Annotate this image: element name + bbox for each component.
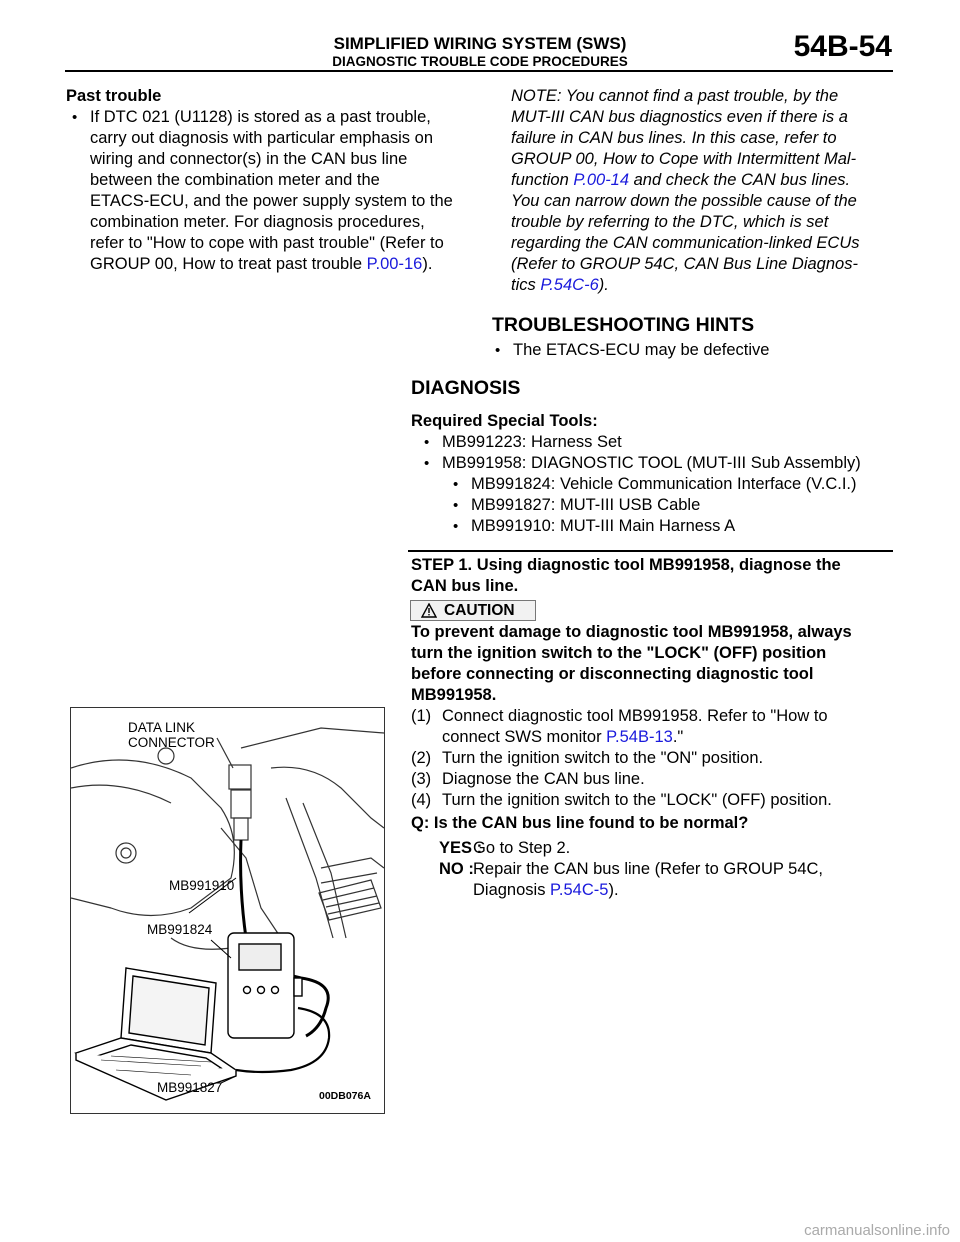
no-text: Repair the CAN bus line (Refer to GROUP 54C, (473, 860, 824, 878)
procedure-step-3 (411, 769, 901, 790)
past-trouble-bullet (68, 107, 476, 275)
past-trouble-line: between the combination meter and the (90, 171, 380, 189)
section-subtitle: DIAGNOSTIC TROUBLE CODE PROCEDURES (332, 54, 628, 69)
past-trouble-line (90, 254, 476, 275)
note-line: NOTE: You cannot find a past trouble, by the (511, 87, 839, 105)
text: connect SWS monitor (442, 728, 607, 746)
step-number: (4) (411, 791, 432, 809)
tool-item: • MB991958: DIAGNOSTIC TOOL (MUT-III Sub Assembly) (420, 453, 901, 474)
warning-icon (421, 603, 437, 623)
step-text: Turn the ignition switch to the "LOCK" (OFF) position. (442, 791, 832, 809)
no-key: NO : (439, 860, 474, 878)
diagnostic-tool-figure (70, 707, 385, 1114)
note-line: trouble by referring to the DTC, which is set (511, 213, 829, 231)
text: ). (598, 276, 609, 294)
past-trouble-line: combination meter. For diagnosis procedures, (90, 213, 425, 231)
yes-text: Go to Step 2. (473, 839, 571, 857)
page-number: 54B-54 (793, 30, 892, 63)
page-link-p54c-5[interactable]: P.54C-5 (550, 881, 609, 899)
note-line: (Refer to GROUP 54C, CAN Bus Line Diagnos- (511, 255, 858, 273)
subtool-item: • MB991824: Vehicle Communication Interface (V.C.I.) (449, 474, 901, 495)
step-text (442, 727, 901, 748)
caution-line: before connecting or disconnecting diagnostic tool (411, 665, 814, 683)
figure-code: 00DB076A (319, 1090, 371, 1102)
question: Q: Is the CAN bus line found to be normal? (411, 814, 749, 832)
fig-text: CONNECTOR (128, 735, 215, 750)
answer-yes (411, 838, 901, 859)
hints-item: • The ETACS-ECU may be defective (491, 340, 913, 361)
note-line (511, 170, 901, 191)
step1-title-line: STEP 1. Using diagnostic tool MB991958, diagnose the (411, 556, 841, 574)
text: ." (672, 728, 684, 746)
past-trouble-line: refer to "How to cope with past trouble" (Refer to (90, 234, 444, 252)
text: GROUP 00, How to treat past trouble (90, 255, 367, 273)
label-mb991827: MB991827 (157, 1080, 223, 1095)
answer-no (411, 859, 901, 901)
note-line: You can narrow down the possible cause of the (511, 192, 857, 210)
caution-line: MB991958. (411, 686, 497, 704)
procedure-step-4 (411, 790, 901, 811)
step1-title (411, 555, 901, 597)
note-line (511, 275, 901, 296)
section-title: SIMPLIFIED WIRING SYSTEM (SWS) (333, 34, 627, 53)
caution-line: turn the ignition switch to the "LOCK" (OFF) position (411, 644, 827, 662)
text: tics (511, 276, 541, 294)
hints-heading: TROUBLESHOOTING HINTS (492, 314, 755, 336)
caution-box (410, 600, 536, 621)
step-number: (1) (411, 707, 432, 725)
step-text: Diagnose the CAN bus line. (442, 770, 645, 788)
procedure-step-2 (411, 748, 901, 769)
note-line: MUT-III CAN bus diagnostics even if there is a (511, 108, 848, 126)
label-mb991824: MB991824 (147, 922, 213, 937)
text: Diagnosis (473, 881, 551, 899)
caution-text (411, 622, 901, 706)
tool-item: • MB991223: Harness Set (420, 432, 901, 453)
diagnosis-heading: DIAGNOSIS (411, 377, 521, 399)
fig-text: DATA LINK (128, 720, 196, 735)
no-text (473, 880, 901, 901)
page-link-p54b-13[interactable]: P.54B-13 (606, 728, 673, 746)
note-line: GROUP 00, How to Cope with Intermittent Mal- (511, 150, 857, 168)
step1-title-line: CAN bus line. (411, 577, 519, 595)
past-trouble-heading: Past trouble (66, 87, 162, 105)
caution-line: To prevent damage to diagnostic tool MB991958, always (411, 623, 852, 641)
past-trouble-line: ETACS-ECU, and the power supply system to the (90, 192, 453, 210)
text: function (511, 171, 574, 189)
past-trouble-line: wiring and connector(s) in the CAN bus line (90, 150, 408, 168)
step1-procedure (411, 706, 901, 811)
subtool-item: • MB991827: MUT-III USB Cable (449, 495, 901, 516)
text: ). (422, 255, 433, 273)
note-block (511, 86, 901, 296)
procedure-step-1 (411, 706, 901, 748)
subtool-item: • MB991910: MUT-III Main Harness A (449, 516, 901, 537)
step-text: Turn the ignition switch to the "ON" position. (442, 749, 764, 767)
tools-block (411, 411, 901, 537)
text: ). (608, 881, 619, 899)
page-link-p54c-6[interactable]: P.54C-6 (540, 276, 599, 294)
figure-drawing (71, 708, 384, 1113)
yes-key: YES : (439, 839, 483, 857)
past-trouble-line: carry out diagnosis with particular emphasis on (90, 129, 433, 147)
label-mb991910: MB991910 (169, 878, 235, 893)
page-link-p00-14[interactable]: P.00-14 (573, 171, 630, 189)
caution-label: CAUTION (444, 602, 515, 619)
past-trouble-section (66, 86, 476, 275)
note-line: regarding the CAN communication-linked ECUs (511, 234, 860, 252)
step-rule (408, 550, 893, 552)
label-data-link-connector (128, 720, 215, 750)
text: and check the CAN bus lines. (629, 171, 851, 189)
footer-watermark: carmanualsonline.info (804, 1222, 950, 1239)
answers (411, 838, 901, 901)
step-text: Connect diagnostic tool MB991958. Refer to "How to (442, 707, 828, 725)
header-rule (65, 70, 893, 72)
page-link-p00-16[interactable]: P.00-16 (366, 255, 423, 273)
step-number: (2) (411, 749, 432, 767)
past-trouble-line: • If DTC 021 (U1128) is stored as a past trouble, (90, 108, 431, 126)
tools-heading: Required Special Tools: (411, 412, 598, 430)
step-number: (3) (411, 770, 432, 788)
note-line: failure in CAN bus lines. In this case, refer to (511, 129, 837, 147)
